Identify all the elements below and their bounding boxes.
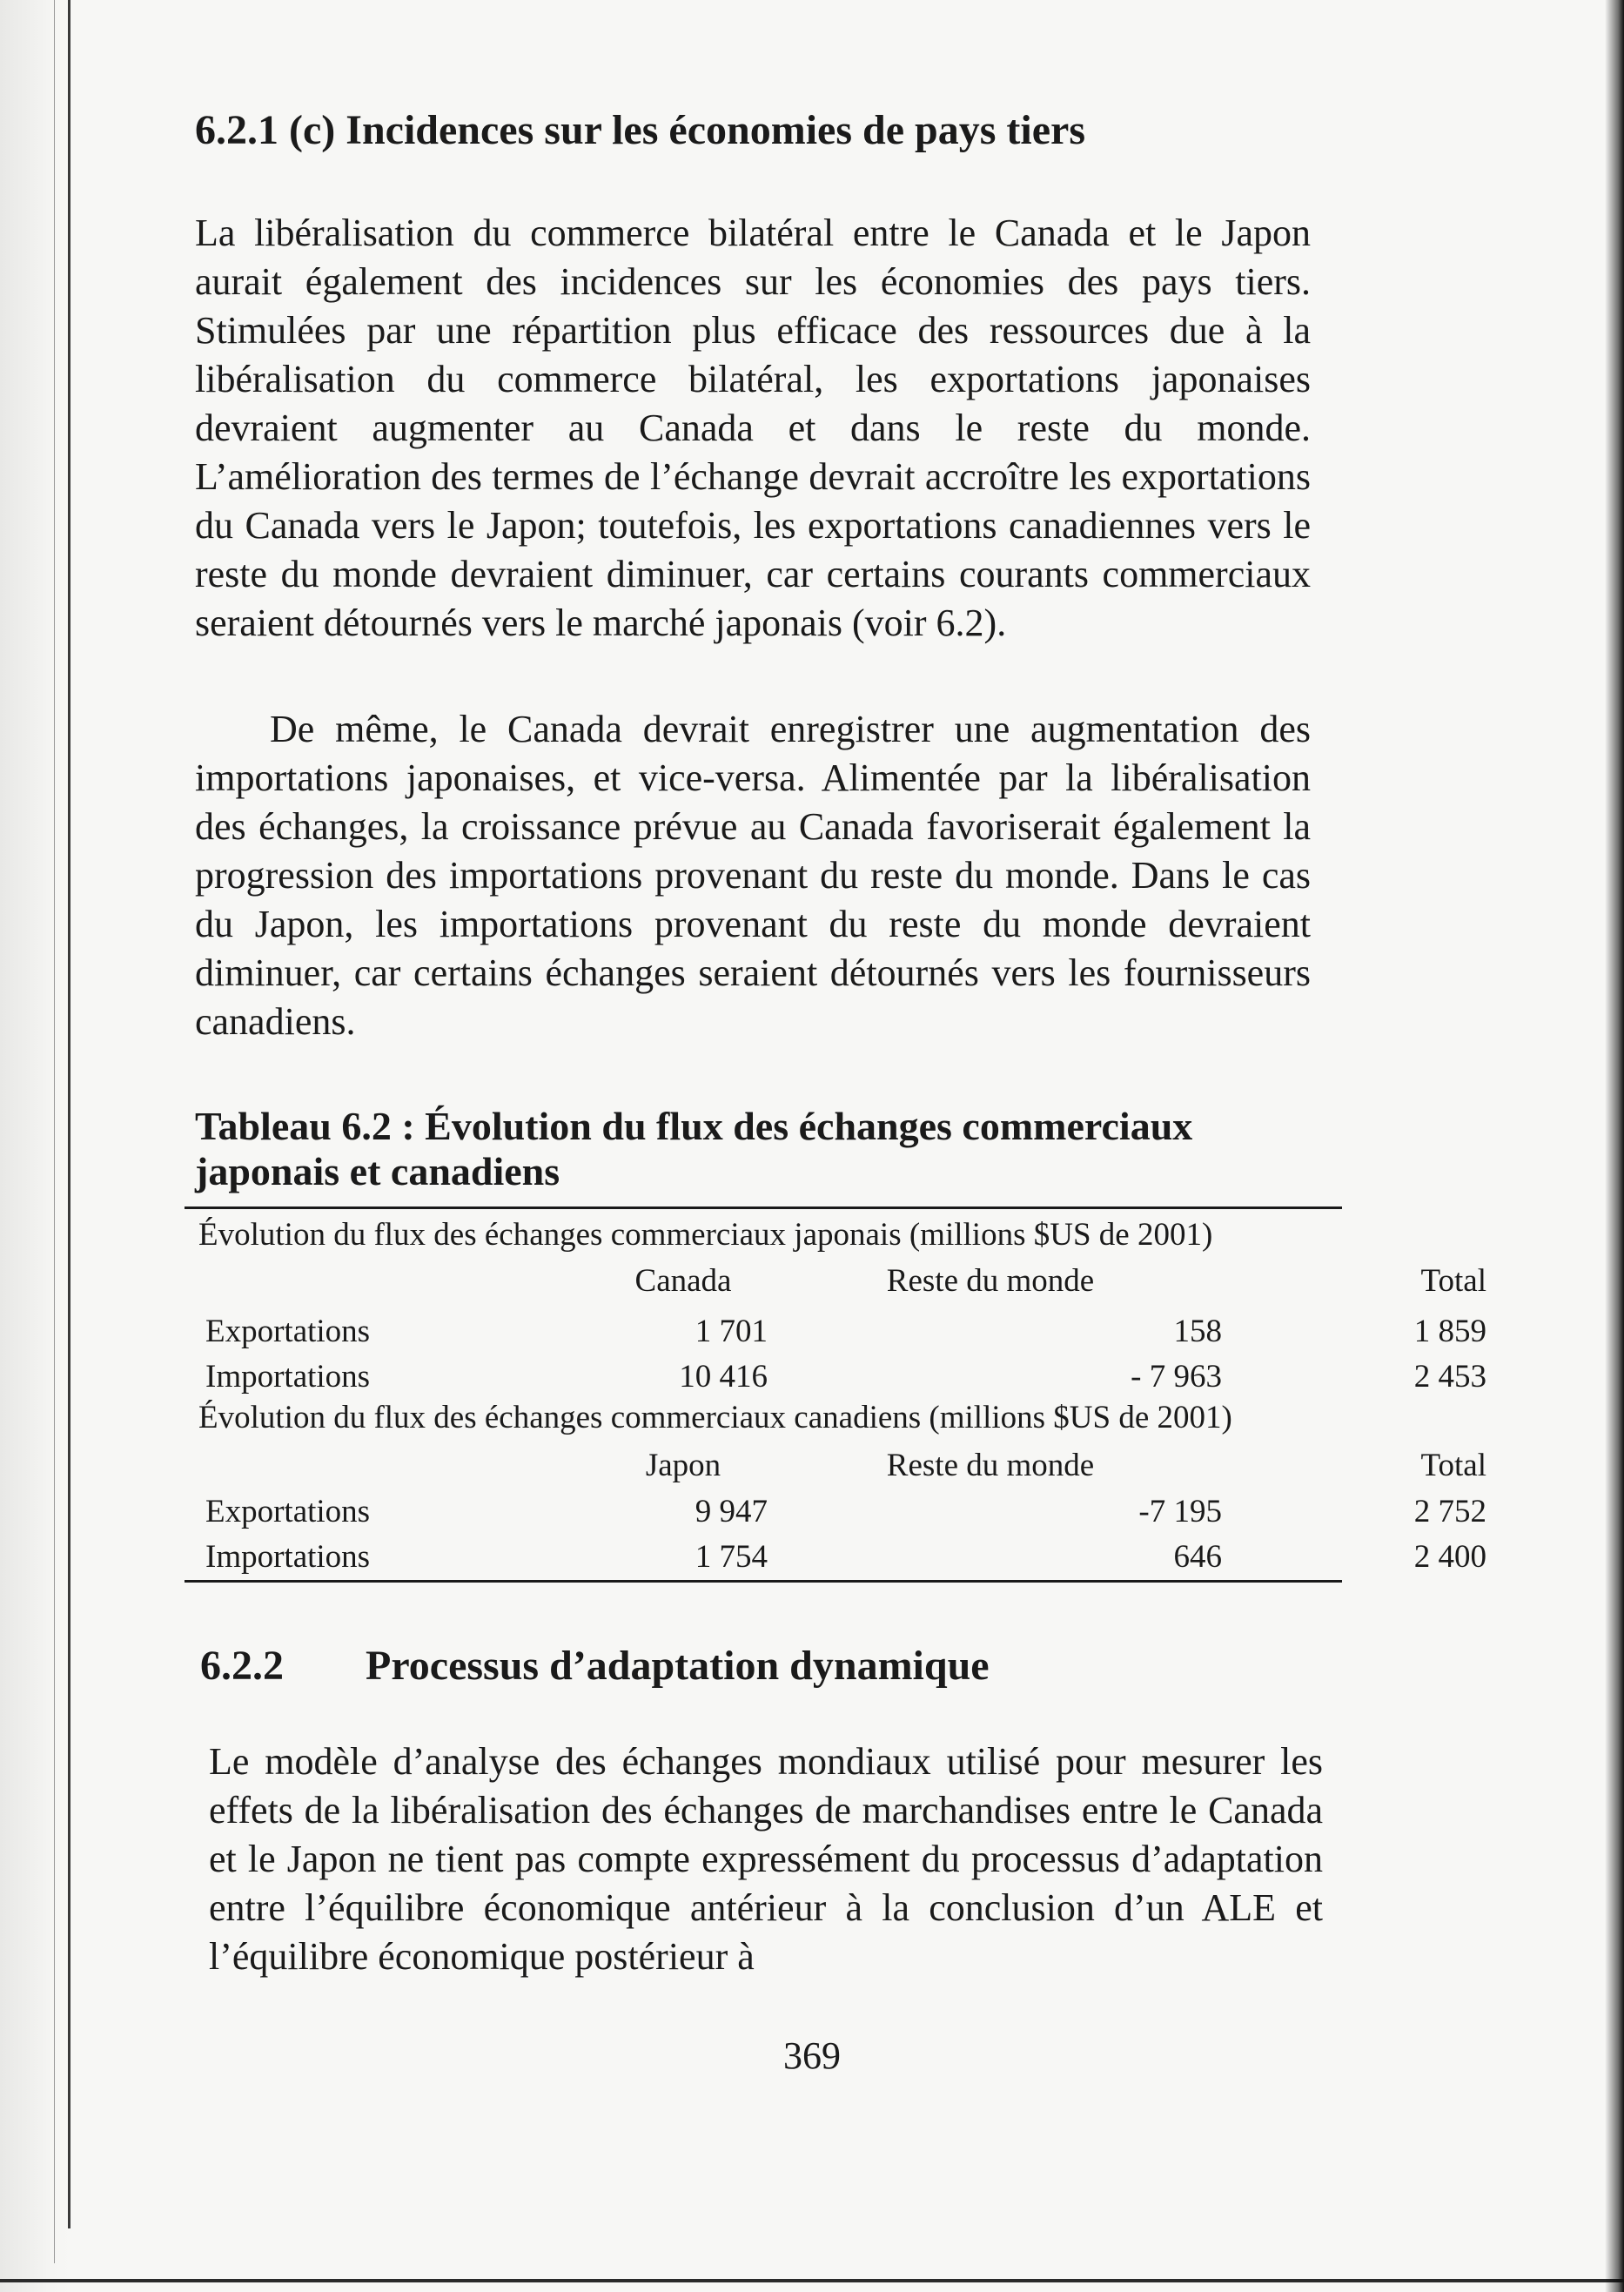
table-bottom-rule [185,1580,1342,1583]
row-label: Exportations [205,1314,371,1349]
table-cell: 2 752 [1413,1494,1486,1529]
row-label: Importations [205,1359,371,1395]
page-number: 369 [783,2034,841,2077]
table-cell: 10 416 [679,1359,768,1395]
caption-text: Évolution du flux des échanges commerciaux japonais (millions $US de 2001) [198,1217,1213,1253]
table-cell: 2 453 [1413,1359,1486,1395]
caption-text: Évolution du flux des échanges commerciaux canadiens (millions $US de 2001) [198,1400,1232,1435]
paragraph-3: Le modèle d’analyse des échanges mondiaux utilisé pour mesurer les effets de la libéralisation des échanges de marchandises entre le Canada et le Japon ne tient pas compte expressément du processus d’adaptation entre l’équilibre économique antérieur à la conclusion d’un ALE et l’équilibre économique postérieur à [209,1740,1323,1978]
table-title-line2: japonais et canadiens [195,1149,560,1193]
column-header: Reste du monde [886,1448,1095,1483]
paragraph-2 [195,705,1311,1046]
column-header: Reste du monde [886,1263,1095,1299]
paragraph-1: La libéralisation du commerce bilatéral entre le Canada et le Japon aurait également des incidences sur les économies des pays tiers. Stimulées par une répartition plus efficace des ressources due à la libéralisation du commerce bilatéral, les exportations japonaises devraient augmenter au Canada et dans le reste du monde. L’amélioration des termes de l’échange devrait accroître les exportations du Canada vers le Japon; toutefois, les exportations canadiennes vers le reste du monde devraient diminuer, car certains courants commerciaux seraient détournés vers le marché japonais (voir 6.2). [195,212,1311,644]
row-label: Importations [205,1539,371,1575]
table-top-rule [185,1206,1342,1209]
table-title [195,1104,1318,1194]
scan-right-shadow [1605,0,1624,2292]
table-cell: 1 754 [695,1539,768,1575]
column-header: Total [1420,1263,1486,1299]
table-cell: 158 [1173,1314,1222,1349]
table-cell: 2 400 [1413,1539,1486,1575]
scan-bottom-edge [0,2279,1624,2282]
table-cell: 1 701 [695,1314,768,1349]
section-heading-2: Processus d’adaptation dynamique [366,1643,990,1689]
column-header: Japon [645,1448,721,1483]
table-title-line1: Tableau 6.2 : Évolution du flux des échanges commerciaux [195,1104,1193,1148]
scan-left-margin [0,0,70,2292]
column-header: Canada [634,1263,732,1299]
paragraph-2-text: De même, le Canada devrait enregistrer une augmentation des importations japonaises, et vice-versa. Alimentée par la libéralisation des échanges, la croissance prévue au Canada favoriserait également la progression des importations provenant du reste du monde. Dans le cas du Japon, les importations provenant du reste du monde devraient diminuer, car certains échanges seraient détournés vers les fournisseurs canadiens. [195,708,1311,1043]
table-cell: -7 195 [1138,1494,1222,1529]
table-cell: 1 859 [1413,1314,1486,1349]
column-header: Total [1420,1448,1486,1483]
section-heading-c: 6.2.1 (c) Incidences sur les économies de pays tiers [195,107,1085,153]
table-cell: 646 [1173,1539,1222,1575]
scan-edge-line [54,0,55,2263]
scan-binding-edge [68,0,70,2228]
table-cell: - 7 963 [1131,1359,1222,1395]
table-cell: 9 947 [695,1494,768,1529]
section-number: 6.2.2 [200,1643,284,1689]
row-label: Exportations [205,1494,371,1529]
